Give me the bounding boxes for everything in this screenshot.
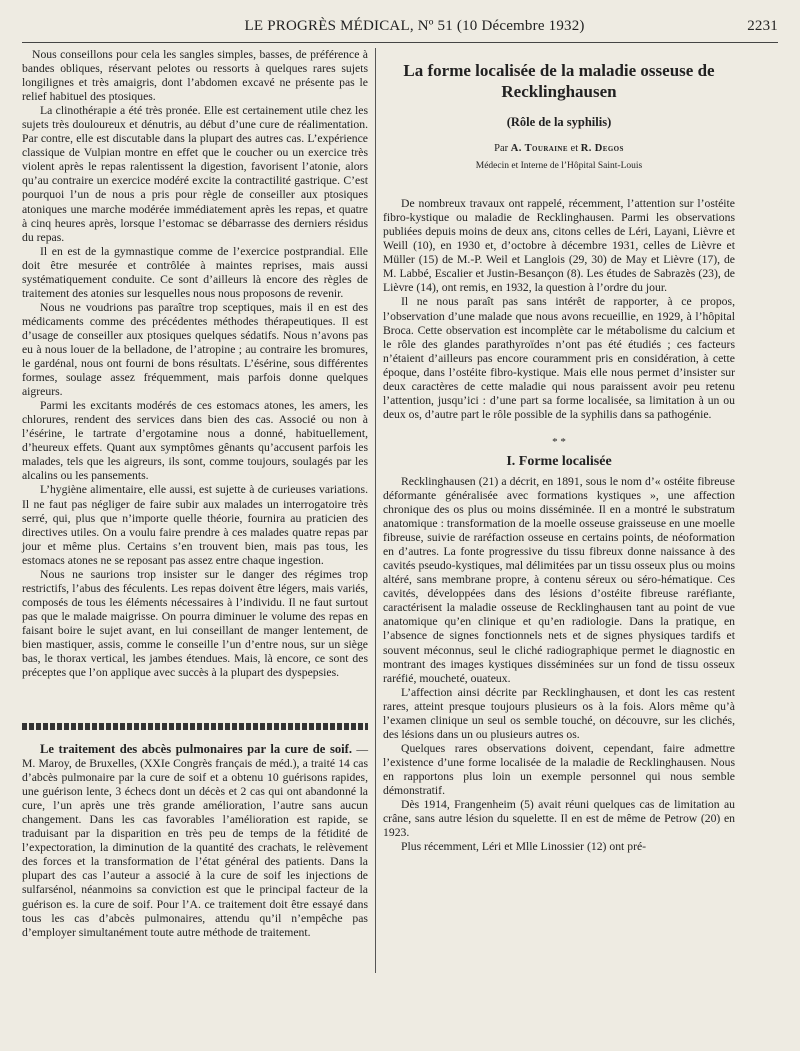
abces-notice bbox=[22, 742, 368, 940]
byline: Par A. Touraine et R. Degos bbox=[494, 143, 624, 155]
asterism: * * bbox=[552, 435, 566, 448]
left-column bbox=[22, 48, 368, 680]
page-header bbox=[22, 18, 778, 35]
header-rule bbox=[22, 42, 778, 43]
paragraph: Il ne nous paraît pas sans intérêt de rapporter, à ce propos, l’observation d’une malade que nous avons recueillie, en 1929, à l’hôpital Broca. Cette observation est incomplète car le métabolisme du calcium et le rôle des glandes parathyroïdes n’ont pas été étudiés ; ces facteurs n’étaient d’ailleurs pas encore couramment pris en considération, à cette époque, dans l’ostéite fibro-kystique. Mais elle nous permet d’insister sur deux caractères de cette maladie qui nous paraissent avoir peu retenu l’attention, jusqu’ici : d’une part sa forme localisée, sa limitation à un ou deux os, d’autre part le rôle possible de la syphilis dans sa pathogénie. bbox=[383, 295, 735, 421]
section-heading: I. Forme localisée bbox=[506, 453, 612, 469]
author-2: R. Degos bbox=[580, 143, 624, 155]
paragraph: L’affection ainsi décrite par Recklinghausen, et dont les cas restent rares, atteint presque toujours plusieurs os à la fois. Alors même qu’à l’examen clinique un seul os semble touché, on découvre, sur les clichés, des lésions dans un ou plusieurs autres os. bbox=[383, 685, 735, 741]
paragraph: L’hygiène alimentaire, elle aussi, est sujette à de curieuses variations. Il ne faut pas négliger de faire subir aux malades un interrogatoire très serré, qui, plus que n’importe quelle théorie, fournira au praticien des directives utiles. On a voulu faire prendre à ces malades quatre repas par jour et même plus. Certains s’en trouvent bien, mais pas tous, les estomacs atones ne se reposant pas assez entre chaque ingestion. bbox=[22, 483, 368, 567]
paragraph: Recklinghausen (21) a décrit, en 1891, sous le nom d’« ostéite fibreuse déformante généralisée avec formations kystiques », une affection chronique des os plus ou moins disséminée. Il en a montré le substratum anatomique : transformation de la moelle osseuse graisseuse en une moelle fibreuse, suivie de raréfaction osseuse en certains points, de néoformation en d’autres. La fonte progressive du tissu fibreux donne naissance à des cavités pseudo-kystiques, mal délimitées par un tissu osseux plus ou moins altéré, sans membrane propre, à contenu séreux ou séro-hématique. Ces cavités, développées dans des lésions d’ostéite fibreuse raréfiante, caractérisent la maladie osseuse de Recklinghausen tant au point de vue anatomique qu’en clinique et qu’en radiologie. Dans la pratique, en l’absence de signes fonctionnels nets et de signes physiques tardifs et souvent méconnus, seul le cliché radiographique permet le diagnostic en montrant des images kystiques disséminées sur un fond de tissu osseux raréfié, moucheté, ouateux. bbox=[383, 474, 735, 685]
paragraph: Nous conseillons pour cela les sangles simples, basses, de préférence à bandes obliques, réservant pelotes ou ressorts à quelques rares sujets longilignes et très amaigris, dont l’abdomen excavé ne présente pas le relief habituel des ptosiques. bbox=[22, 48, 368, 104]
paragraph: Quelques rares observations doivent, cependant, faire admettre l’existence d’une forme localisée de la maladie de Recklinghausen. Nous en rapportons plus loin un exemple personnel qui nous semble démonstratif. bbox=[383, 741, 735, 797]
running-head: LE PROGRÈS MÉDICAL, Nº 51 (10 Décembre 1932) bbox=[244, 18, 585, 34]
paragraph: Dès 1914, Frangenheim (5) avait réuni quelques cas de limitation au crâne, sans autre lésion du squelette. Il en est de même de Petrow (20) en 1923. bbox=[383, 798, 735, 840]
affiliation: Médecin et Interne de l’Hôpital Saint-Louis bbox=[475, 161, 643, 172]
article-subtitle: (Rôle de la syphilis) bbox=[506, 115, 612, 129]
paragraph: Parmi les excitants modérés de ces estomacs atones, les amers, les chlorures, rendent des services dans bien des cas. Associé ou non à l’ésérine, le tartrate d’ergotamine nous a donné, habituellement, d’heureux effets. Quant aux symptômes gênants qu’accusent parfois les malades, tels que les aigreurs, ils sont, comme toujours, soulagés par les alcalins ou les pansements. bbox=[22, 399, 368, 483]
paragraph: Nous ne voudrions pas paraître trop sceptiques, mais il en est des médicaments comme des précédentes méthodes thérapeutiques. Il est d’usage de conseiller aux ptosiques quelques sédatifs. Nous n’avons pas eu à nous louer de la belladone, de l’atropine ; au contraire les bromures, le gardénal, nous ont fourni de bons résultats. L’ésérine, sous différentes formes, soulage assez fréquemment, mais parfois donne quelques aigreurs. bbox=[22, 300, 368, 399]
page-number: 2231 bbox=[747, 18, 778, 34]
right-column bbox=[383, 52, 735, 854]
paragraph: Plus récemment, Léri et Mlle Linossier (12) ont pré- bbox=[401, 840, 647, 854]
section-separator bbox=[22, 723, 368, 730]
article-title: La forme localisée de la maladie osseuse de Recklinghausen bbox=[403, 61, 715, 101]
notice-body: — M. Maroy, de Bruxelles, (XXIe Congrès français de méd.), a traité 14 cas d’abcès pulmonaire par la cure de soif et a obtenu 10 guérisons rapides, une guérison lente, 3 échecs dont un décès et 2 cas qui ont abandonné la cure, l’un après une très grande amélioration, l’autre sans aucun changement. Dans les cas favorables l’amélioration est rapide, se traduisant par la disparition en très peu de temps de la fétidité de l’expectoration, la diminution de la quantité des crachats, le relèvement des forces et la transformation de l’état général des patients. Dans la plupart des cas l’auteur a associé à la cure de soif les injections de sulfarsénol, néanmoins sa conviction est que le principal facteur de la guérison es. la cure de soif. Pour l’A. ce traitement doit être essayé dans tous les cas d’abcès pulmonaires, attendu qu’il n’empêche pas d’employer simultanément toute autre méthode de traitement. bbox=[22, 743, 369, 939]
column-divider bbox=[375, 48, 376, 973]
author-1: A. Touraine bbox=[510, 143, 568, 155]
paragraph: La clinothérapie a été très pronée. Elle est certainement utile chez les sujets très douloureux et dénutris, au début d’une cure de réalimentation. Par contre, elle est discutable dans la plupart des autres cas. L’expérience classique de Vulpian montre en effet que le coucher ou un exercice très violent après le repas ralentissent la digestion, favorisent l’atonie, alors qu’au contraire un exercice modéré excite la contractilité gastrique. C’est pourquoi l’un de nous a pris pour règle de conseiller aux ptosiques atoniques une marche modérée immédiatement après les repas, et quatre à cinq heures après, lorsque l’estomac se débarrasse des derniers résidus du repas. bbox=[22, 104, 368, 244]
paragraph: De nombreux travaux ont rappelé, récemment, l’attention sur l’ostéite fibro-kystique ou maladie de Recklinghausen. Parmi les observations publiées depuis moins de deux ans, citons celles de Léri, Layani, Lièvre et Weill (10), en 1930 et, d’octobre à décembre 1931, celles de Lièvre et Müller (15) de M.-P. Weil et Langlois (29, 30) de May et Lièvre (17), de M. Labbé, Escalier et Justin-Besançon (8). Les études de Sabrazès (23), de Lièvre (14), ont remis, en 1932, la question à l’ordre du jour. bbox=[383, 197, 735, 295]
notice-heading: Le traitement des abcès pulmonaires par la cure de soif. bbox=[40, 742, 352, 756]
paragraph: Nous ne saurions trop insister sur le danger des régimes trop restrictifs, l’abus des féculents. Les repas doivent être légers, mais variés, composés de tous les éléments nécessaires à l’individu. Il ne faut surtout pas que le malade maigrisse. On pourra diminuer le volume des repas en faisant boire le sujet avant, en lui conseillant de manger lentement, de bien mastiquer, assis, comme le conseille l’un d’entre nous, sur un siège bas, le thorax vertical, les jambes étendues. Mais, là encore, ce sont des préceptes que l’on applique avec succès à la plupart des dyspepsies. bbox=[22, 567, 368, 680]
paragraph: Il en est de la gymnastique comme de l’exercice postprandial. Elle doit être mesurée et contrôlée à maintes reprises, mais aussi systématiquement conduite. Ce sont d’ailleurs là encore des règles de traitement des atonies sur lesquelles nous nous proposons de revenir. bbox=[22, 244, 368, 300]
